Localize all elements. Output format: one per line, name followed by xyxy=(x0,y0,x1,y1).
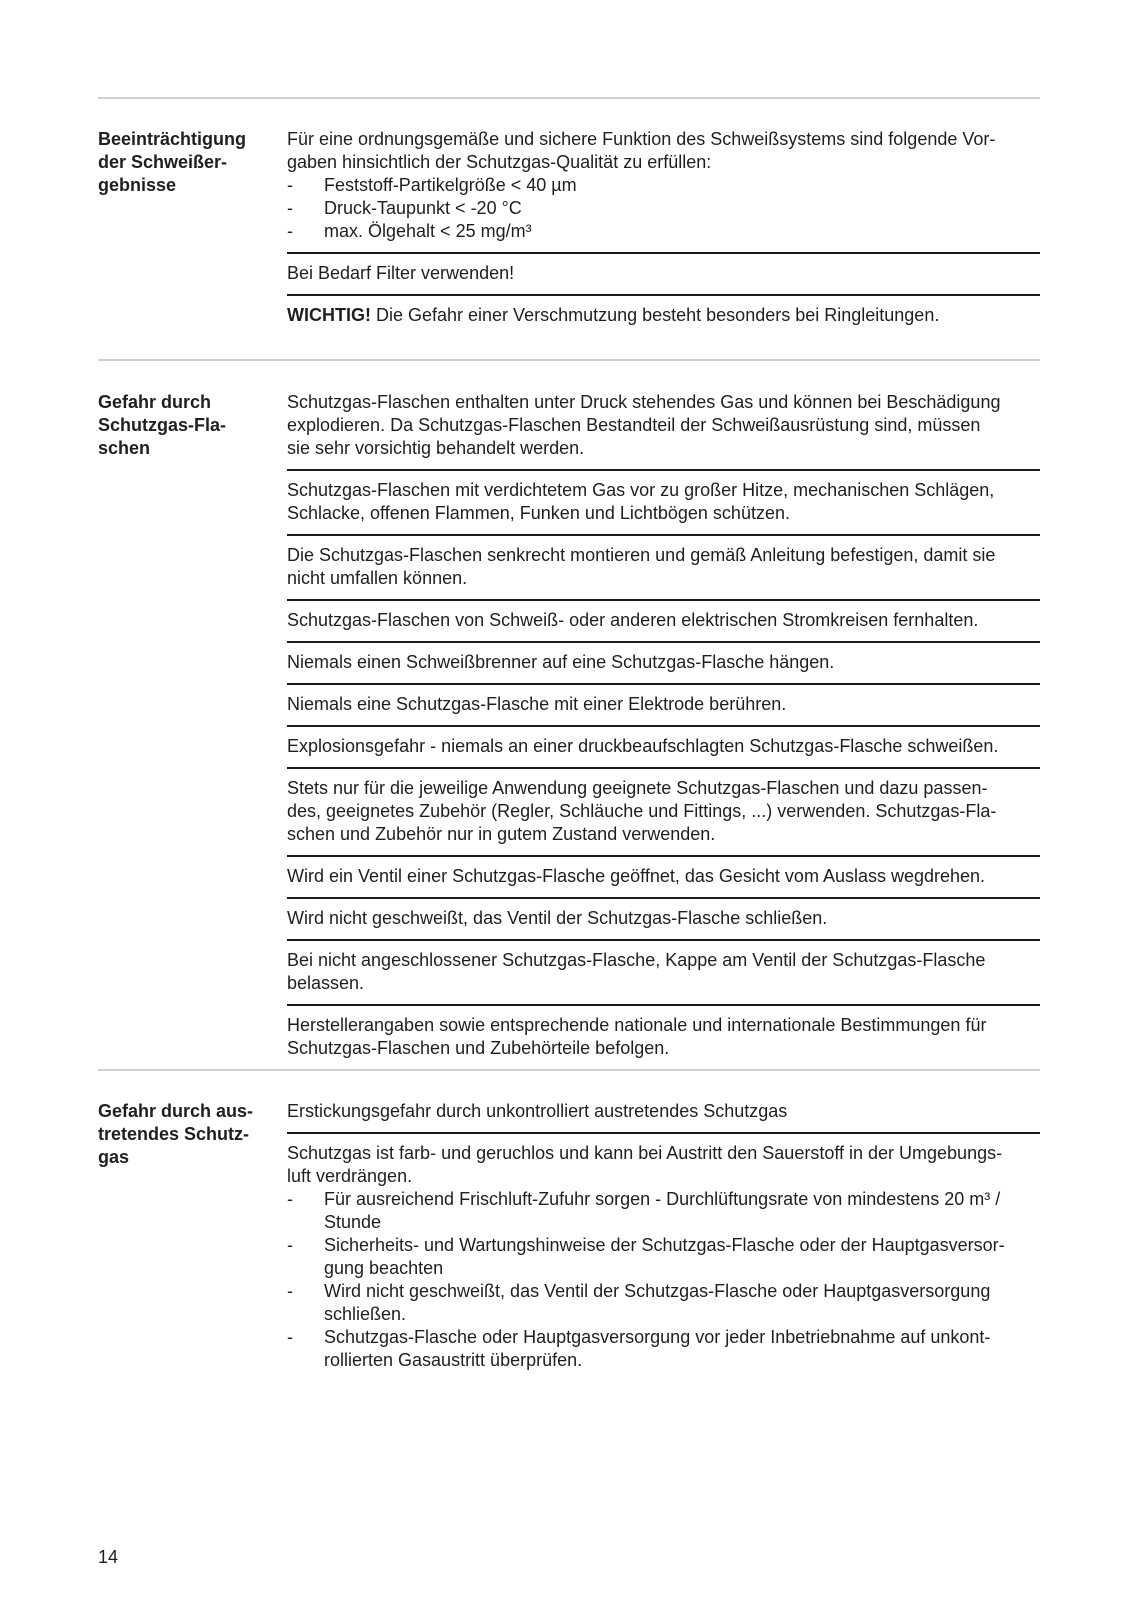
list-item: - Feststoff-Partikelgröße < 40 µm xyxy=(287,175,577,195)
paragraph-divider xyxy=(287,767,1040,769)
paragraph-divider xyxy=(287,1132,1040,1134)
paragraph: Die Schutzgas-Flaschen senkrecht montieren und gemäß Anleitung befestigen, damit sie nicht umfallen können. xyxy=(287,545,996,588)
paragraph: Bei nicht angeschlossener Schutzgas-Flasche, Kappe am Ventil der Schutzgas-Flasche belassen. xyxy=(287,950,986,993)
requirements-list xyxy=(287,174,1040,243)
paragraph-divider xyxy=(287,1004,1040,1006)
paragraph: Stets nur für die jeweilige Anwendung geeignete Schutzgas-Flaschen und dazu passen- des, geeignetes Zubehör (Regler, Schläuche und Fittings, ...) verwenden. Schutzgas-Fla- schen und Zubehör nur in gutem Zustand verwenden. xyxy=(287,778,997,844)
intro-paragraph: Für eine ordnungsgemäße und sichere Funktion des Schweißsystems sind folgende Vor- gaben hinsichtlich der Schutzgas-Qualität zu erfüllen: xyxy=(287,129,996,172)
paragraph-divider xyxy=(287,469,1040,471)
paragraph-divider xyxy=(287,897,1040,899)
section-divider xyxy=(98,97,1040,99)
paragraph: Wird nicht geschweißt, das Ventil der Schutzgas-Flasche schließen. xyxy=(287,908,828,928)
paragraph: Wird ein Ventil einer Schutzgas-Flasche geöffnet, das Gesicht vom Auslass wegdrehen. xyxy=(287,866,986,886)
section-heading: Gefahr durch Schutzgas-Fla- schen xyxy=(98,392,227,458)
paragraph: Herstellerangaben sowie entsprechende nationale und internationale Bestimmungen für Schutzgas-Flaschen und Zubehörteile befolgen. xyxy=(287,1015,987,1058)
measures-list xyxy=(287,1188,1040,1372)
paragraph-divider xyxy=(287,252,1040,254)
filter-note: Bei Bedarf Filter verwenden! xyxy=(287,263,515,283)
page-number: 14 xyxy=(98,1547,119,1567)
list-item: - max. Ölgehalt < 25 mg/m³ xyxy=(287,221,532,241)
paragraph-divider xyxy=(287,599,1040,601)
important-note: WICHTIG! Die Gefahr einer Verschmutzung besteht besonders bei Ringleitungen. xyxy=(287,305,940,325)
list-item: - Für ausreichend Frischluft-Zufuhr sorgen - Durchlüftungsrate von mindestens 20 m³ / Stunde xyxy=(287,1189,1001,1232)
paragraph: Schutzgas-Flaschen mit verdichtetem Gas vor zu großer Hitze, mechanischen Schlägen, Schlacke, offenen Flammen, Funken und Lichtbögen schützen. xyxy=(287,480,995,523)
section-content xyxy=(287,1100,1040,1372)
paragraph: Explosionsgefahr - niemals an einer druckbeaufschlagten Schutzgas-Flasche schweißen. xyxy=(287,736,999,756)
paragraph-divider xyxy=(287,641,1040,643)
section-content xyxy=(287,128,1040,327)
list-item: - Druck-Taupunkt < -20 °C xyxy=(287,198,522,218)
paragraph: Niemals eine Schutzgas-Flasche mit einer Elektrode berühren. xyxy=(287,694,787,714)
section-content xyxy=(287,391,1040,1060)
paragraph-divider xyxy=(287,939,1040,941)
intro-paragraph: Schutzgas ist farb- und geruchlos und kann bei Austritt den Sauerstoff in der Umgebungs- luft verdrängen. xyxy=(287,1143,1003,1186)
paragraph: Schutzgas-Flaschen enthalten unter Druck stehendes Gas und können bei Beschädigung explodieren. Da Schutzgas-Flaschen Bestandteil der Schweißausrüstung sind, müssen sie sehr vorsichtig behandelt werden. xyxy=(287,392,1001,458)
paragraph-divider xyxy=(287,534,1040,536)
list-item: - Sicherheits- und Wartungshinweise der Schutzgas-Flasche oder der Hauptgasversor- gung beachten xyxy=(287,1235,1005,1278)
paragraph-divider xyxy=(287,855,1040,857)
section-divider xyxy=(98,359,1040,361)
section-divider xyxy=(98,1069,1040,1071)
list-item: - Wird nicht geschweißt, das Ventil der Schutzgas-Flasche oder Hauptgasversorgung schließen. xyxy=(287,1281,991,1324)
paragraph: Niemals einen Schweißbrenner auf eine Schutzgas-Flasche hängen. xyxy=(287,652,835,672)
section-heading: Gefahr durch aus- tretendes Schutz- gas xyxy=(98,1101,254,1167)
paragraph-divider xyxy=(287,294,1040,296)
paragraph: Schutzgas-Flaschen von Schweiß- oder anderen elektrischen Stromkreisen fernhalten. xyxy=(287,610,979,630)
paragraph-divider xyxy=(287,683,1040,685)
lead-paragraph: Erstickungsgefahr durch unkontrolliert austretendes Schutzgas xyxy=(287,1101,788,1121)
paragraph-divider xyxy=(287,725,1040,727)
important-label: WICHTIG! xyxy=(287,305,371,325)
list-item: - Schutzgas-Flasche oder Hauptgasversorgung vor jeder Inbetriebnahme auf unkont- rollierten Gasaustritt überprüfen. xyxy=(287,1327,991,1370)
section-heading: Beeinträchtigung der Schweißer- gebnisse xyxy=(98,129,247,195)
